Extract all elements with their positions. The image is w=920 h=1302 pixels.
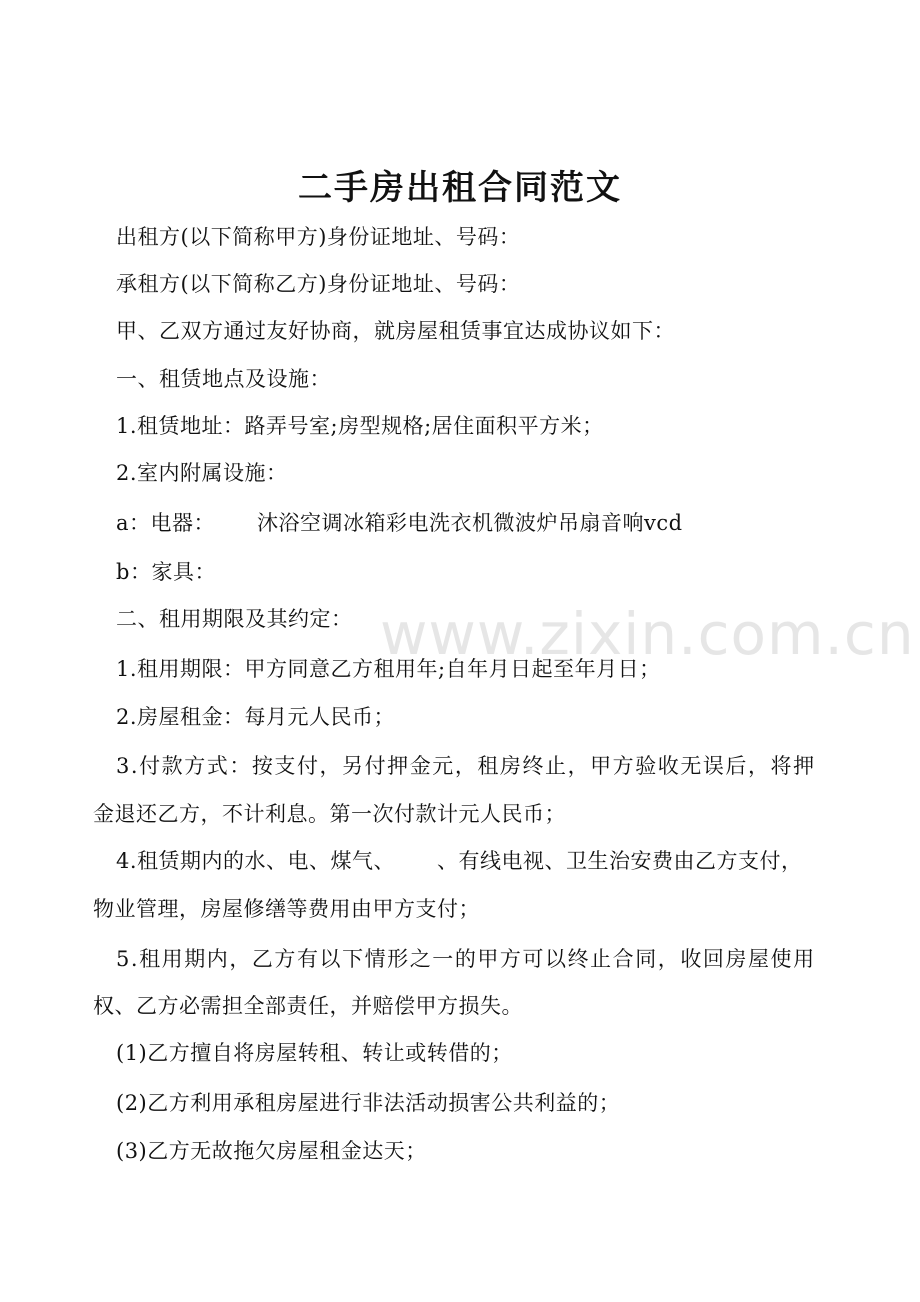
lessee-line: 承租方(以下简称乙方)身份证地址、号码： bbox=[116, 272, 521, 296]
watermark-text: www.zixin.com.cn bbox=[380, 600, 915, 668]
agreement-intro: 甲、乙双方通过友好协商，就房屋租赁事宜达成协议如下： bbox=[116, 319, 675, 343]
sub-item-2: (2)乙方利用承租房屋进行非法活动损害公共利益的； bbox=[116, 1091, 621, 1115]
clause-2-3: 3.付款方式：按支付，另付押金元，租房终止，甲方验收无误后，将押 bbox=[116, 754, 816, 778]
clause-1-2: 2.室内附属设施： bbox=[116, 461, 288, 485]
clause-2-2: 2.房屋租金：每月元人民币； bbox=[116, 705, 396, 729]
item-b-furniture: b：家具： bbox=[116, 560, 216, 584]
clause-2-5: 5.租用期内，乙方有以下情形之一的甲方可以终止合同，收回房屋使用 bbox=[116, 947, 816, 971]
clause-2-4-part1: 4.租赁期内的水、电、煤气、 bbox=[116, 849, 396, 873]
item-a-electrical bbox=[116, 508, 683, 538]
lessor-line: 出租方(以下简称甲方)身份证地址、号码： bbox=[116, 225, 521, 249]
clause-1-1: 1.租赁地址：路弄号室;房型规格;居住面积平方米； bbox=[116, 414, 604, 438]
clause-2-5-cont: 权、乙方必需担全部责任，并赔偿甲方损失。 bbox=[93, 994, 523, 1018]
document-title: 二手房出租合同范文 bbox=[298, 168, 622, 208]
sub-item-3: (3)乙方无故拖欠房屋租金达天； bbox=[116, 1139, 427, 1163]
clause-2-4-part2: 、有线电视、卫生治安费由乙方支付， bbox=[437, 849, 803, 873]
clause-2-4 bbox=[116, 846, 803, 876]
section-heading-2: 二、租用期限及其约定： bbox=[116, 607, 353, 631]
clause-2-3-cont: 金退还乙方，不计利息。第一次付款计元人民币； bbox=[93, 802, 566, 826]
clause-2-4-cont: 物业管理，房屋修缮等费用由甲方支付； bbox=[93, 897, 480, 921]
clause-2-1: 1.租用期限：甲方同意乙方租用年;自年月日起至年月日； bbox=[116, 657, 661, 681]
item-a-appliances: 沐浴空调冰箱彩电洗衣机微波炉吊扇音响vcd bbox=[257, 511, 683, 535]
section-heading-1: 一、租赁地点及设施： bbox=[116, 367, 331, 391]
sub-item-1: (1)乙方擅自将房屋转租、转让或转借的； bbox=[116, 1041, 513, 1065]
item-a-label: a：电器： bbox=[116, 511, 216, 535]
